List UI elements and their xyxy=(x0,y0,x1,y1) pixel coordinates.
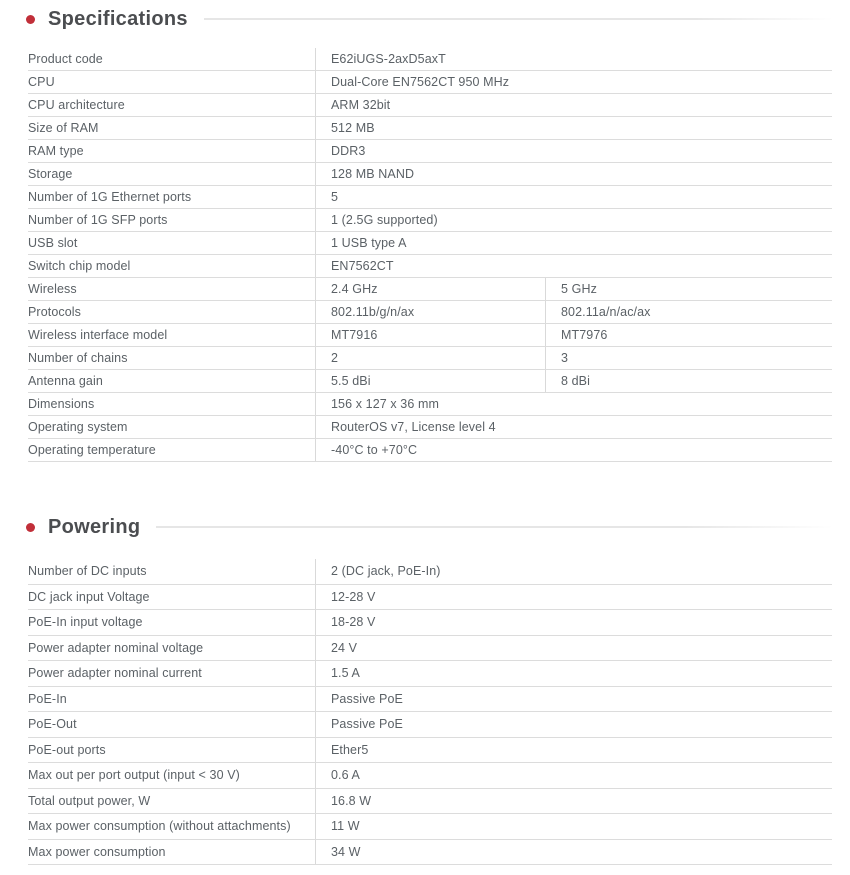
spec-label: Max out per port output (input < 30 V) xyxy=(28,768,240,783)
spec-label: Wireless xyxy=(28,282,77,296)
spec-label: Protocols xyxy=(28,305,82,319)
table-row xyxy=(28,439,832,462)
spec-value: 12-28 V xyxy=(315,585,832,610)
spec-value: 34 W xyxy=(315,840,832,865)
spec-label: RAM type xyxy=(28,144,84,158)
table-row xyxy=(28,789,832,815)
spec-value: 128 MB NAND xyxy=(315,163,832,185)
spec-label: PoE-Out xyxy=(28,717,77,732)
spec-label: Storage xyxy=(28,167,73,181)
spec-value: 1 USB type A xyxy=(315,232,832,254)
section-powering xyxy=(0,514,850,865)
spec-label: Dimensions xyxy=(28,397,95,411)
header-rule xyxy=(204,18,833,20)
spec-label: Switch chip model xyxy=(28,259,131,273)
spec-label: DC jack input Voltage xyxy=(28,589,150,604)
spec-label: Number of chains xyxy=(28,351,128,365)
table-row xyxy=(28,814,832,840)
spec-value: 11 W xyxy=(315,814,832,839)
table-row xyxy=(28,661,832,687)
table-row xyxy=(28,687,832,713)
spec-label: PoE-In input voltage xyxy=(28,615,143,630)
table-row xyxy=(28,738,832,764)
table-row xyxy=(28,840,832,866)
spec-value: MT7976 xyxy=(545,324,832,346)
spec-label: Power adapter nominal voltage xyxy=(28,640,204,655)
spec-label: PoE-In xyxy=(28,691,67,706)
table-row xyxy=(28,636,832,662)
spec-value: 16.8 W xyxy=(315,789,832,814)
header-rule xyxy=(156,526,833,528)
spec-value: Ether5 xyxy=(315,738,832,763)
table-row xyxy=(28,610,832,636)
powering-table xyxy=(28,559,832,865)
red-bullet-icon xyxy=(26,15,35,24)
spec-label: Number of 1G SFP ports xyxy=(28,213,168,227)
spec-value: 2.4 GHz xyxy=(315,278,545,300)
table-row xyxy=(28,163,832,186)
table-row xyxy=(28,416,832,439)
spec-value: 2 (DC jack, PoE-In) xyxy=(315,559,832,584)
table-row xyxy=(28,209,832,232)
spec-label: Total output power, W xyxy=(28,793,151,808)
spec-value: 2 xyxy=(315,347,545,369)
spec-value: 512 MB xyxy=(315,117,832,139)
spec-label: Wireless interface model xyxy=(28,328,168,342)
spec-value: 5.5 dBi xyxy=(315,370,545,392)
table-row xyxy=(28,347,832,370)
table-row xyxy=(28,255,832,278)
spec-value: 18-28 V xyxy=(315,610,832,635)
spec-label: Antenna gain xyxy=(28,374,103,388)
spec-label: Size of RAM xyxy=(28,121,99,135)
spec-label: Max power consumption xyxy=(28,844,166,859)
table-row xyxy=(28,48,832,71)
spec-value: Dual-Core EN7562CT 950 MHz xyxy=(315,71,832,93)
table-row xyxy=(28,140,832,163)
table-row xyxy=(28,301,832,324)
spec-value: 156 x 127 x 36 mm xyxy=(315,393,832,415)
specifications-header xyxy=(26,6,833,32)
spec-value: 802.11a/n/ac/ax xyxy=(545,301,832,323)
table-row xyxy=(28,712,832,738)
section-title-powering: Powering xyxy=(48,515,141,538)
spec-value: 0.6 A xyxy=(315,763,832,788)
spec-label: PoE-out ports xyxy=(28,742,106,757)
spec-value: -40°C to +70°C xyxy=(315,439,832,461)
spec-value: 8 dBi xyxy=(545,370,832,392)
spec-value: 5 GHz xyxy=(545,278,832,300)
spec-value: E62iUGS-2axD5axT xyxy=(315,48,832,70)
spec-label: Product code xyxy=(28,52,103,66)
table-row xyxy=(28,94,832,117)
table-row xyxy=(28,585,832,611)
spec-value: Passive PoE xyxy=(315,687,832,712)
table-row xyxy=(28,559,832,585)
table-row xyxy=(28,232,832,255)
spec-value: 1 (2.5G supported) xyxy=(315,209,832,231)
spec-value: MT7916 xyxy=(315,324,545,346)
table-row xyxy=(28,186,832,209)
spec-value: 1.5 A xyxy=(315,661,832,686)
spec-value: DDR3 xyxy=(315,140,832,162)
powering-header xyxy=(26,514,833,540)
spec-value: 802.11b/g/n/ax xyxy=(315,301,545,323)
spec-label: Number of DC inputs xyxy=(28,564,147,579)
spec-value: 24 V xyxy=(315,636,832,661)
spec-value: Passive PoE xyxy=(315,712,832,737)
table-row xyxy=(28,278,832,301)
table-row xyxy=(28,370,832,393)
spec-label: Operating temperature xyxy=(28,443,156,457)
spec-label: Max power consumption (without attachments) xyxy=(28,819,291,834)
table-row xyxy=(28,117,832,140)
spec-label: Number of 1G Ethernet ports xyxy=(28,190,192,204)
section-title-specifications: Specifications xyxy=(48,7,188,30)
spec-value: ARM 32bit xyxy=(315,94,832,116)
spec-label: Operating system xyxy=(28,420,128,434)
table-row xyxy=(28,71,832,94)
red-bullet-icon xyxy=(26,523,35,532)
spec-label: CPU xyxy=(28,75,55,89)
spec-label: Power adapter nominal current xyxy=(28,666,202,681)
spec-label: CPU architecture xyxy=(28,98,125,112)
spec-value: 5 xyxy=(315,186,832,208)
table-row xyxy=(28,763,832,789)
specifications-table xyxy=(28,48,832,462)
table-row xyxy=(28,324,832,347)
table-row xyxy=(28,393,832,416)
spec-value: EN7562CT xyxy=(315,255,832,277)
spec-value: 3 xyxy=(545,347,832,369)
spec-label: USB slot xyxy=(28,236,78,250)
spec-value: RouterOS v7, License level 4 xyxy=(315,416,832,438)
